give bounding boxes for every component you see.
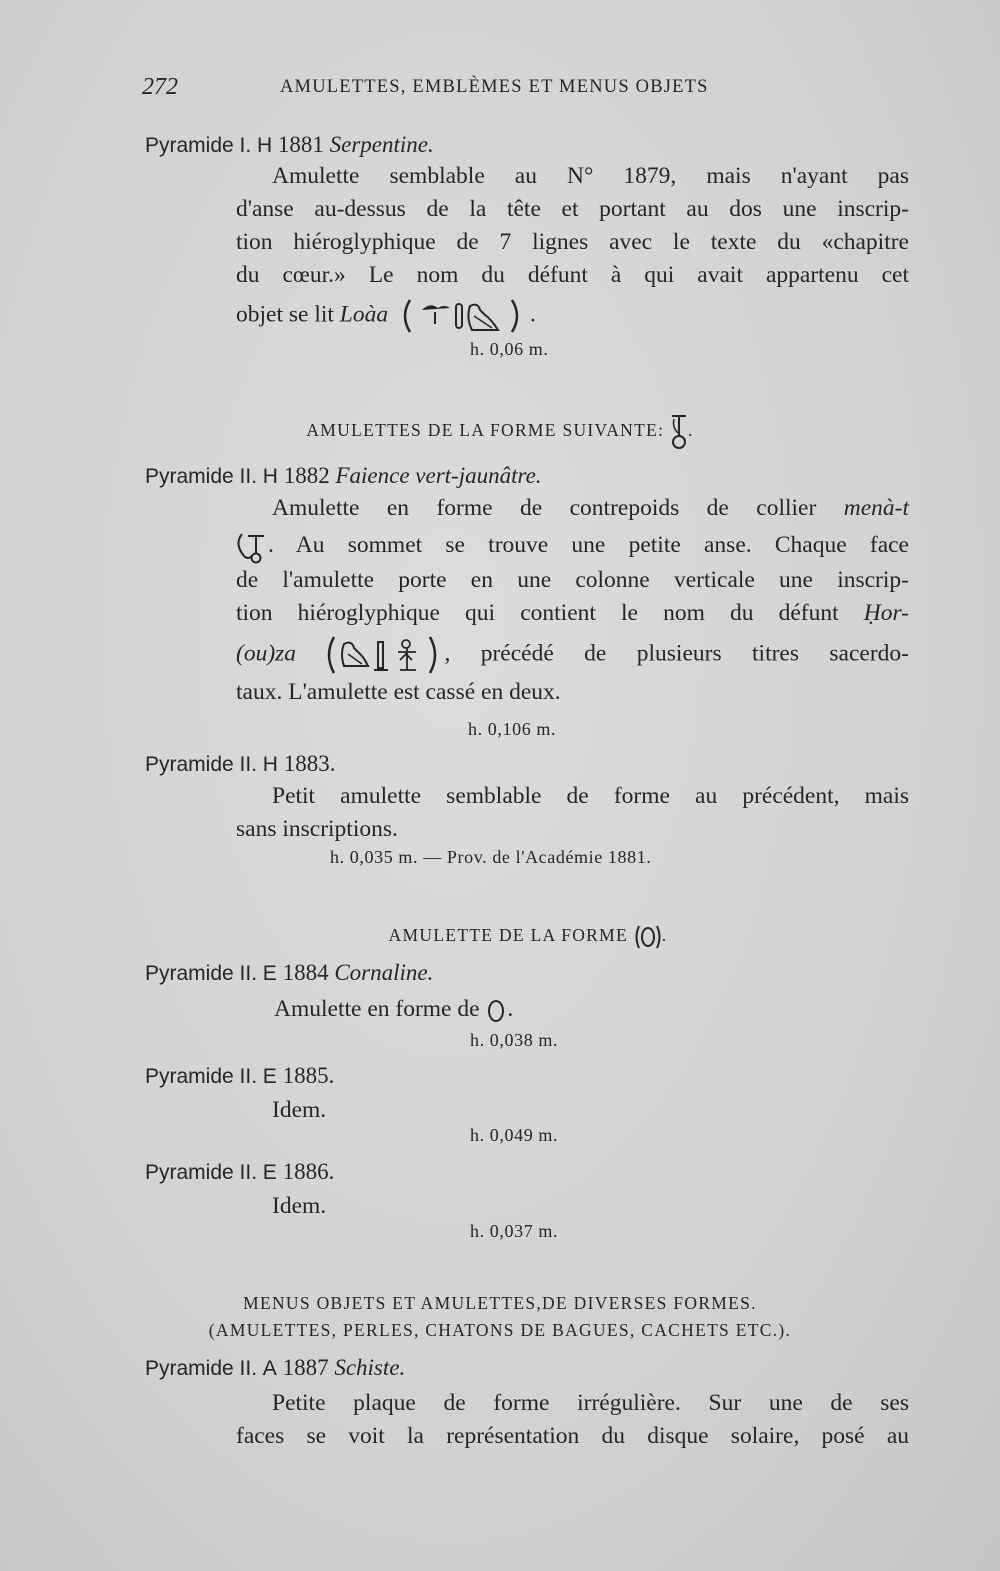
text-fragment: tion hiéroglyphique qui contient le nom du défunt [236,599,839,626]
entry-number: 1885. [282,1063,335,1088]
entry-text-1885: Idem. [272,1097,327,1123]
entry-letter: H [256,134,273,157]
entry-letter: E [262,962,277,985]
entry-pyramide: Pyramide II. [145,465,258,488]
entry-heading-1884 [145,960,433,986]
entry-letter: H [262,465,278,488]
oval-ring-icon [485,998,507,1024]
hieroglyph-horouza-icon [326,634,444,676]
measurement-1884: h. 0,038 m. [470,1030,559,1050]
text-line [236,597,909,630]
entry-number: 1887 [282,1355,329,1380]
entry-material: Cornaline. [334,960,434,985]
measurement-1886: h. 0,037 m. [470,1221,559,1241]
entry-pyramide: Pyramide II. [145,1065,258,1088]
entry-material: Schiste. [334,1355,406,1380]
entry-number: 1883. [283,751,336,776]
running-title: AMULETTES, EMBLÈMES ET MENUS OBJETS [280,77,709,97]
text-line [236,634,909,676]
entry-heading-1886 [145,1159,334,1185]
punctuation: . [687,420,694,441]
punctuation: . [507,996,514,1022]
entry-pyramide: Pyramide II. [145,753,258,776]
entry-material: Serpentine. [329,132,434,157]
defunct-name: Loàa [339,301,389,328]
entry-letter: H [262,753,278,776]
page-number: 272 [142,74,178,100]
text-fragment: , précédé de plusieurs titres sacerdo- [444,640,909,666]
entry-number: 1882 [283,463,330,488]
section-title: AMULETTES DE LA FORME SUIVANTE: [306,420,665,441]
text-line: du cœur.» Le nom du défunt à qui avait appartenu cet [236,262,909,288]
section-heading-amulettes-forme-suivante [0,413,1000,451]
measurement-1885: h. 0,049 m. [470,1125,559,1145]
section-title: AMULETTE DE LA FORME [388,925,629,946]
hieroglyph-cartouche-loaa-icon [400,296,530,336]
running-head [0,74,1000,104]
oval-ring-icon [634,924,662,950]
text-fragment: . Au sommet se trouve une petite anse. Chaque face [268,532,909,558]
entry-text-1881 [236,160,909,336]
entry-pyramide: Pyramide II. [145,1161,258,1184]
entry-letter: E [262,1065,277,1088]
entry-pyramide: Pyramide II. [145,962,258,985]
section-heading-menus-objets: MENUS OBJETS ET AMULETTES,DE DIVERSES FORMES. [243,1293,757,1313]
entry-number: 1886. [282,1159,335,1184]
entry-pyramide: Pyramide I. [145,134,252,157]
entry-text-1886: Idem. [272,1193,327,1219]
entry-number: 1884 [282,960,329,985]
entry-heading-1882 [145,463,542,489]
entry-text-1882 [236,492,909,709]
entry-heading-1885 [145,1063,334,1089]
text-line [236,296,909,336]
entry-text-1887 [236,1387,909,1453]
measurement-1882: h. 0,106 m. [468,719,557,739]
text-line [236,492,909,525]
text-fragment: Amulette en forme de contrepoids de collier [272,495,817,521]
entry-text-1883 [236,780,909,846]
menat-icon [236,530,268,564]
entry-heading-1881 [145,132,434,158]
punctuation: . [661,925,668,946]
entry-letter: E [262,1161,277,1184]
entry-heading-1887 [145,1355,405,1381]
entry-material: Faience vert-jaunâtre. [335,463,542,488]
entry-letter: A [262,1357,277,1380]
entry-text-1884 [274,993,674,1026]
entry-pyramide: Pyramide II. [145,1357,258,1380]
entry-heading-1883 [145,751,335,777]
section-heading-amulette-de-la-forme [28,924,1000,950]
measurement-1883: h. 0,035 m. — Prov. de l'Académie 1881. [330,847,652,867]
text-line: taux. L'amulette est cassé en deux. [236,678,561,705]
text-line: Amulette semblable au N° 1879, mais n'ayant pas [272,163,909,189]
section-subheading-menus-objets: (AMULETTES, PERLES, CHATONS DE BAGUES, CACHETS ETC.). [208,1320,792,1340]
measurement-1881: h. 0,06 m. [470,339,549,359]
text-line: Petite plaque de forme irrégulière. Sur une de ses [272,1390,909,1416]
menat-term: menà-t [843,495,910,521]
text-line: Petit amulette semblable de forme au précédent, mais [272,783,909,809]
text-fragment: objet se lit [236,301,334,328]
punctuation: . [529,301,536,328]
text-fragment: Amulette en forme de [274,996,480,1022]
text-line: tion hiéroglyphique de 7 lignes avec le texte du «chapitre [236,229,909,255]
entry-number: 1881 [277,132,324,157]
defunct-name: Ḥor- [863,599,909,626]
text-line: sans inscriptions. [236,816,398,842]
defunct-name: (ou)za [236,640,297,666]
text-line: d'anse au-dessus de la tête et portant au dos une inscrip- [236,196,909,222]
text-line: de l'amulette porte en une colonne verticale une inscrip- [236,566,909,593]
menat-icon [670,413,688,451]
text-line [236,529,909,564]
text-line: faces se voit la représentation du disque solaire, posé au [236,1423,909,1449]
